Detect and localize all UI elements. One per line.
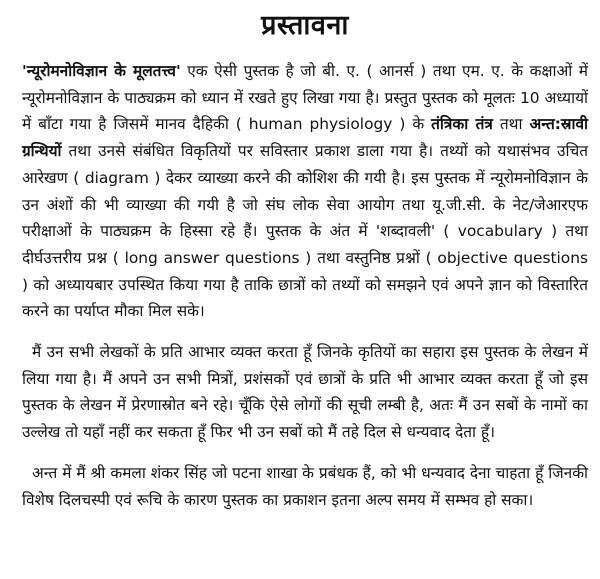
nervous-system-emphasis: तंत्रिका तंत्र: [431, 115, 493, 134]
paragraph-acknowledgement: मैं उन सभी लेखकों के प्रति आभार व्यक्त करता हूँ जिनके कृतियों का सहारा इस पुस्तक के लेखन में लिया गया है। मैं अपने उन सभी मित्रों, प्रशंसकों एवं छात्रों के प्रति भी आभार व्यक्त करता हूँ जो इस पुस्तक के लेखन में प्रेरणास्रोत बने रहे। चूँकि ऐसे लोगों की सूची लम्बी है, अतः मैं उन सबों के नामों का उल्लेख तो यहाँ नहीं कर सकता हूँ फिर भी उन सबों को मैं तहे दिल से धन्यवाद देता हूँ।: [22, 343, 588, 442]
endocrine-glands-emphasis: अन्त:स्रावी ग्रन्थियों: [22, 115, 588, 161]
paragraph-spacer: [22, 325, 588, 339]
paragraph-closing: अन्त में मैं श्री कमला शंकर सिंह जो पटना शाखा के प्रबंधक हैं, को भी धन्यवाद देना चाहता हूँ जिनकी विशेष दिलचस्पी एवं रूचि के कारण पुस्तक का प्रकाशन इतना अल्प समय में सम्भव हो सका।: [22, 463, 588, 509]
page-title: प्रस्तावना: [261, 10, 349, 41]
paragraph-introduction: [22, 58, 588, 325]
paragraph-spacer: [22, 446, 588, 460]
paragraph-text: तथा: [492, 115, 530, 134]
paragraph-text: तथा उनसे संबंधित विकृतियों पर सविस्तार प्रकाश डाला गया है। तथ्यों को यथासंभव उचित आरेखण ( diagram ) देकर व्याख्या करने की कोशिश की गयी है। इस पुस्तक में न्यूरोमनोविज्ञान के उन अंशों की भी व्याख्या की गयी है जो संघ लोक सेवा आयोग तथा यू.जी.सी. के नेट/जेआरएफ परीक्षाओं के पाठ्यक्रम के हिस्सा रहे हैं। पुस्तक के अंत में 'शब्दावली' ( vocabulary ) तथा दीर्घउत्तरीय प्रश्न ( long answer questions ) तथा वस्तुनिष्ठ प्रश्नों ( objective questions ) को अध्यायबार उपस्थित किया गया है ताकि छात्रों को तथ्यों को समझने एवं अपने ज्ञान को विस्तारित करने का पर्याप्त मौका मिल सके।: [22, 142, 588, 321]
book-title-emphasis: 'न्यूरोमनोविज्ञान के मूलतत्त्व': [22, 62, 181, 80]
paragraph-text: एक ऐसी पुस्तक है जो बी. ए. ( आनर्स ) तथा एम. ए. के कक्षाओं में न्यूरोमनोविज्ञान के पाठ्यक्रम को ध्यान में रखते हुए लिखा गया है। प्रस्तुत पुस्तक को मूलतः 10 अध्यायों में बाँटा गया है जिसमें मानव दैहिकी ( human physiology ) के: [22, 62, 588, 134]
